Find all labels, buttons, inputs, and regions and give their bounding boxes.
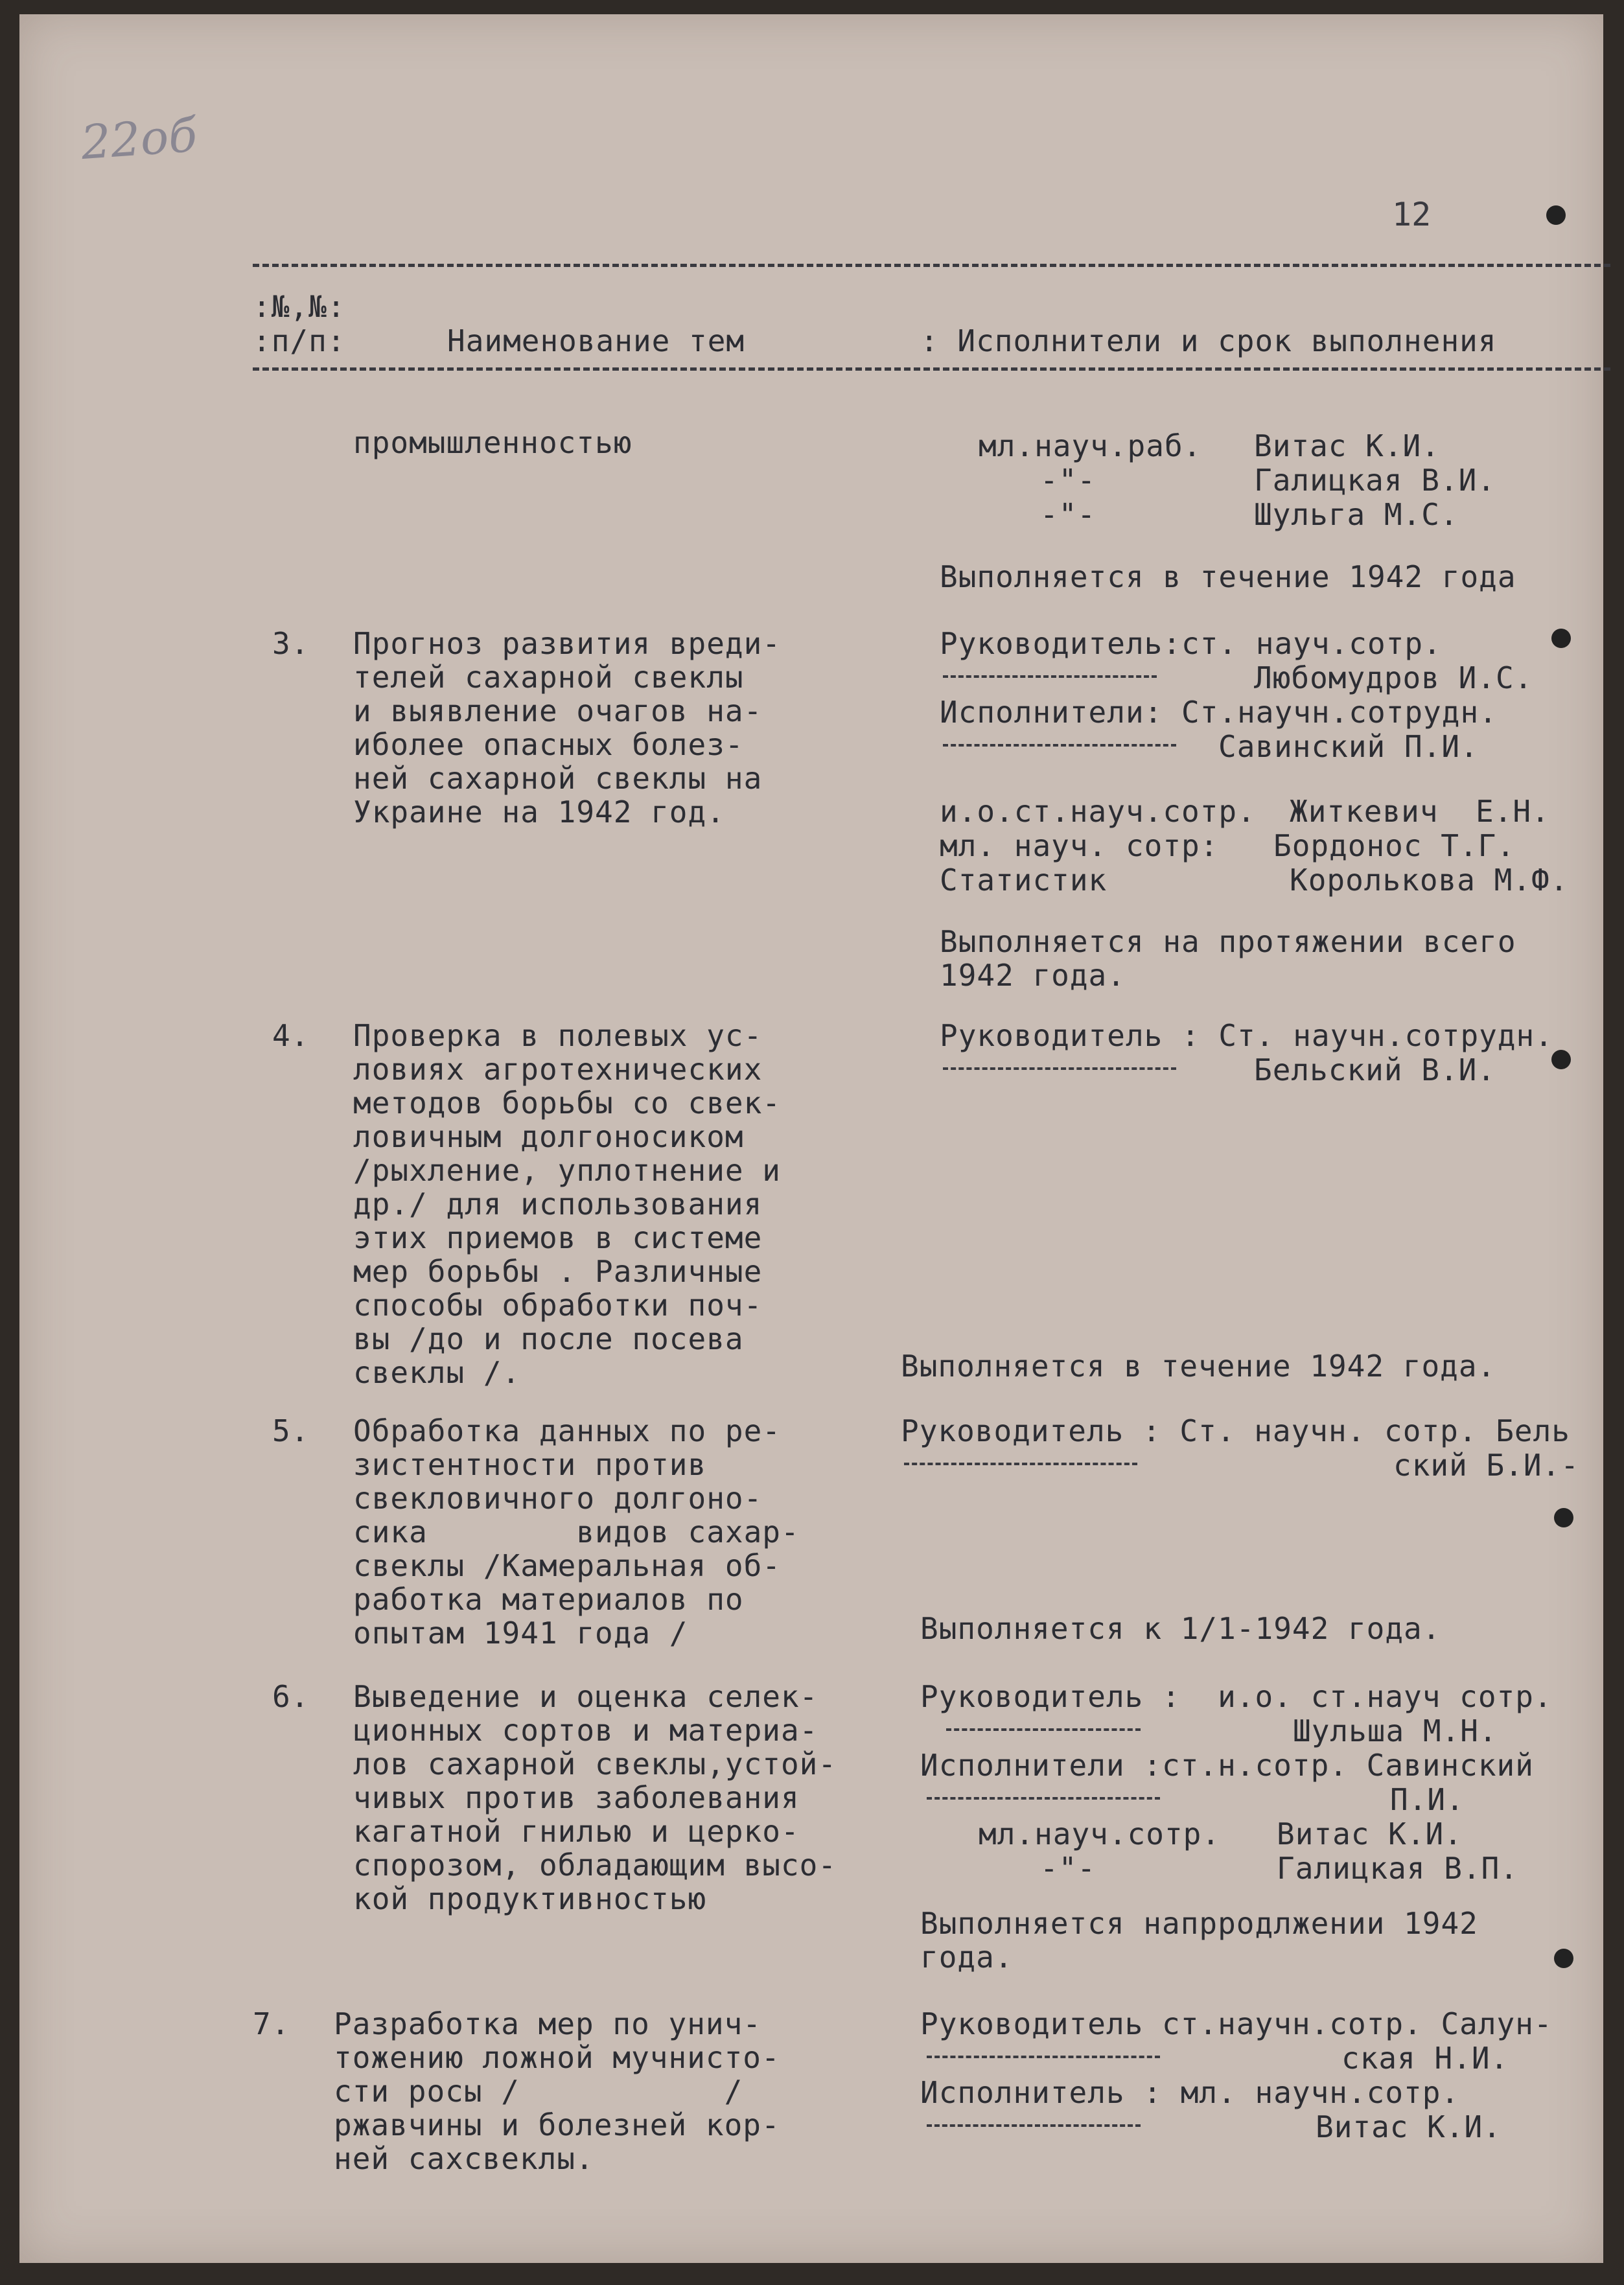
item-executors-role: Исполнители: Ст.научн.сотрудн. (940, 695, 1498, 730)
item-topic: Выведение и оценка селек- ционных сортов и материа- лов сахарной свеклы,устой- чивых против заболевания кагатной гнилью и церко- спорозом, обладающим высо- кой продуктивностью (353, 1679, 837, 1916)
continued-executor: Шульга М.С. (1254, 497, 1459, 532)
item-executor-role: мл.науч.сотр. (979, 1816, 1221, 1851)
item-term: Выполняется на протяжении всего 1942 года. (940, 924, 1516, 993)
underline (927, 2124, 1141, 2127)
item-lead-name: Шульша М.Н. (1293, 1713, 1498, 1748)
underline (943, 1067, 1176, 1070)
header-col-executors: : Исполнители и срок выполнения (920, 323, 1497, 358)
ditto-mark: -"- (1040, 1851, 1096, 1886)
item-lead-role: Руководитель ст.научн.сотр. Салун- (920, 2006, 1553, 2041)
page-number: 12 (1392, 196, 1432, 233)
item-executors-role: Исполнитель : мл. научн.сотр. (920, 2075, 1460, 2110)
header-col-number-line1: :№,№: (253, 289, 346, 324)
item-number: 5. (272, 1413, 310, 1448)
item-lead-name: Бельский В.И. (1254, 1052, 1496, 1087)
item-executor-role: Статистик (940, 863, 1108, 898)
punch-hole (1554, 1508, 1573, 1527)
header-bottom-rule (253, 367, 1610, 371)
item-executors-role: Исполнители :ст.н.сотр. Савинский (920, 1748, 1534, 1783)
item-executor-name: Житкевич Е.Н. (1290, 794, 1550, 829)
continued-executor: Галицкая В.И. (1254, 463, 1496, 498)
item-lead-role: Руководитель:ст. науч.сотр. (940, 626, 1442, 661)
document-sheet (19, 14, 1603, 2263)
item-term: Выполняется в течение 1942 года. (901, 1349, 1496, 1384)
punch-hole (1554, 1949, 1573, 1968)
item-executor-role: мл. науч. сотр: (940, 828, 1219, 863)
item-lead-role: Руководитель : Ст. научн. сотр. Бель (901, 1413, 1570, 1448)
punch-hole (1551, 1050, 1571, 1069)
underline (904, 1463, 1137, 1465)
underline (943, 675, 1157, 678)
continued-topic: промышленностью (353, 425, 632, 460)
punch-hole (1546, 205, 1566, 225)
archive-sheet-number: 22об (79, 107, 199, 170)
item-number: 6. (272, 1679, 310, 1714)
item-executor-name: П.И. (1390, 1782, 1465, 1817)
item-executor-name: Бордонос Т.Г. (1273, 828, 1516, 863)
item-executor-name: Королькова М.Ф. (1290, 863, 1569, 898)
underline (927, 1797, 1160, 1800)
ditto-mark: -"- (1040, 497, 1096, 532)
header-top-rule (253, 264, 1610, 267)
ditto-mark: -"- (1040, 463, 1096, 498)
item-executor-name: Витас К.И. (1316, 2109, 1502, 2144)
item-lead-name: ский Б.И.- (1393, 1448, 1579, 1483)
continued-role: мл.науч.раб. (979, 428, 1202, 463)
underline (943, 744, 1176, 747)
header-col-title: Наименование тем (447, 323, 745, 358)
item-executor-name: Савинский П.И. (1218, 729, 1479, 764)
underline (946, 1728, 1141, 1731)
item-topic: Прогноз развития вреди- телей сахарной свеклы и выявление очагов на- иболее опасных болез- ней сахарной свеклы на Украине на 1942 год. (353, 626, 781, 829)
punch-hole (1551, 629, 1571, 648)
item-lead-role: Руководитель : Ст. научн.сотрудн. (940, 1018, 1553, 1053)
header-col-number-line2: :п/п: (253, 323, 346, 358)
item-executor-name: Витас К.И. (1277, 1816, 1463, 1851)
item-topic: Разработка мер по унич- тожению ложной мучнисто- сти росы / / ржавчины и болезней кор- ней сахсвеклы. (334, 2006, 780, 2176)
item-term: Выполняется к 1/1-1942 года. (920, 1611, 1441, 1646)
item-executor-role: и.о.ст.науч.сотр. (940, 794, 1256, 829)
item-number: 7. (253, 2006, 290, 2041)
continued-term: Выполняется в течение 1942 года (940, 559, 1516, 594)
item-topic: Проверка в полевых ус- ловиях агротехнических методов борьбы со свек- ловичным долгоносиком /рыхление, уплотнение и др./ для использования этих приемов в системе мер борьбы . Различные способы обработки поч- вы /до и после посева свеклы /. (353, 1018, 781, 1390)
item-number: 4. (272, 1018, 310, 1053)
item-executor-name: Галицкая В.П. (1277, 1851, 1519, 1886)
item-topic: Обработка данных по ре- зистентности против свекловичного долгоно- сика видов сахар- свеклы /Камеральная об- работка материалов по опытам 1941 года / (353, 1413, 800, 1651)
item-lead-role: Руководитель : и.о. ст.науч сотр. (920, 1679, 1553, 1714)
item-lead-name: ская Н.И. (1341, 2041, 1509, 2076)
item-number: 3. (272, 626, 310, 661)
item-term: Выполняется напрродлжении 1942 года. (920, 1906, 1478, 1975)
continued-executor: Витас К.И. (1254, 428, 1440, 463)
item-lead-name: Любомудров И.С. (1254, 660, 1533, 695)
underline (927, 2056, 1160, 2058)
